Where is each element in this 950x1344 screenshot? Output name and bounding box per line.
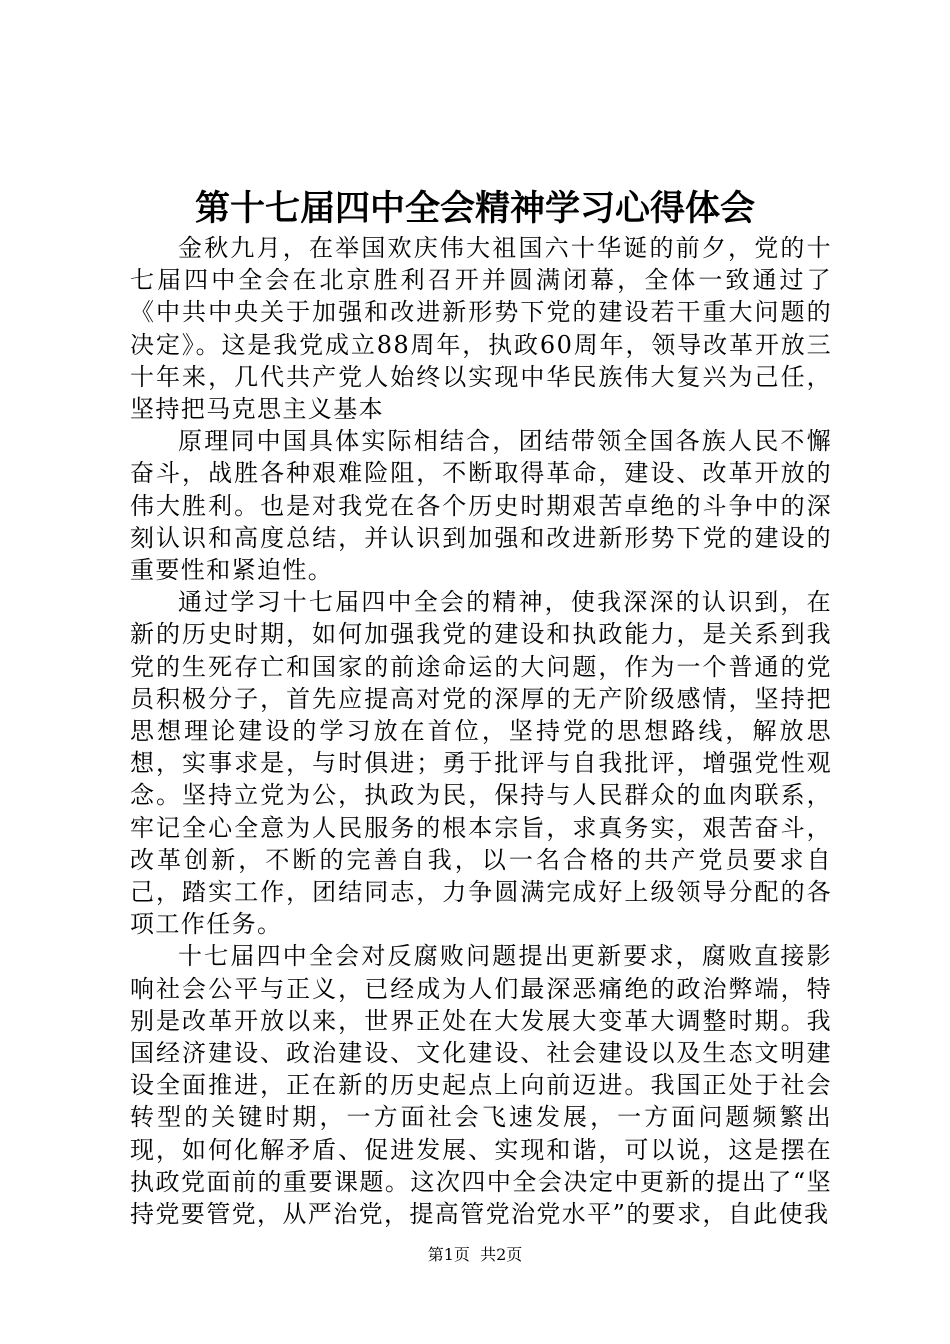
- page-title: 第十七届四中全会精神学习心得体会: [194, 188, 755, 229]
- page-footer: [0, 1244, 950, 1266]
- paragraph-2: 原理同中国具体实际相结合，团结带领全国各族人民不懈奋斗，战胜各种艰难险阻，不断取得革命，建设、改革开放的伟大胜利。也是对我党在各个历史时期艰苦卓绝的斗争中的深刻认识和高度总结，并认识到加强和改进新形势下党的建设的重要性和紧迫性。: [130, 427, 832, 585]
- page-total: 共2页: [480, 1245, 523, 1264]
- page-number: 第1页: [427, 1245, 470, 1264]
- paragraph-1: 金秋九月，在举国欢庆伟大祖国六十华诞的前夕，党的十七届四中全会在北京胜利召开并圆满闭幕，全体一致通过了《中共中央关于加强和改进新形势下党的建设若干重大问题的决定》。这是我党成立88周年，执政60周年，领导改革开放三十年来，几代共产党人始终以实现中华民族伟大复兴为己任，坚持把马克思主义基本: [130, 234, 832, 424]
- document-body: [130, 232, 832, 1230]
- paragraph-4: 十七届四中全会对反腐败问题提出更新要求，腐败直接影响社会公平与正义，已经成为人们最深恶痛绝的政治弊端，特别是改革开放以来，世界正处在大发展大变革大调整时期。我国经济建设、政治建设、文化建设、社会建设以及生态文明建设全面推进，正在新的历史起点上向前迈进。我国正处于社会转型的关键时期，一方面社会飞速发展，一方面问题频繁出现，如何化解矛盾、促进发展、实现和谐，可以说，这是摆在执政党面前的重要课题。这次四中全会决定中更新的提出了“坚持党要管党，从严治党，提高管党治党水平”的要求，自此使我: [130, 942, 832, 1229]
- paragraph-3: 通过学习十七届四中全会的精神，使我深深的认识到，在新的历史时期，如何加强我党的建设和执政能力，是关系到我党的生死存亡和国家的前途命运的大问题，作为一个普通的党员积极分子，首先应提高对党的深厚的无产阶级感情，坚持把思想理论建设的学习放在首位，坚持党的思想路线，解放思想，实事求是，与时俱进；勇于批评与自我批评，增强党性观念。坚持立党为公，执政为民，保持与人民群众的血肉联系，牢记全心全意为人民服务的根本宗旨，求真务实，艰苦奋斗，改革创新，不断的完善自我，以一名合格的共产党员要求自己，踏实工作，团结同志，力争圆满完成好上级领导分配的各项工作任务。: [130, 588, 832, 939]
